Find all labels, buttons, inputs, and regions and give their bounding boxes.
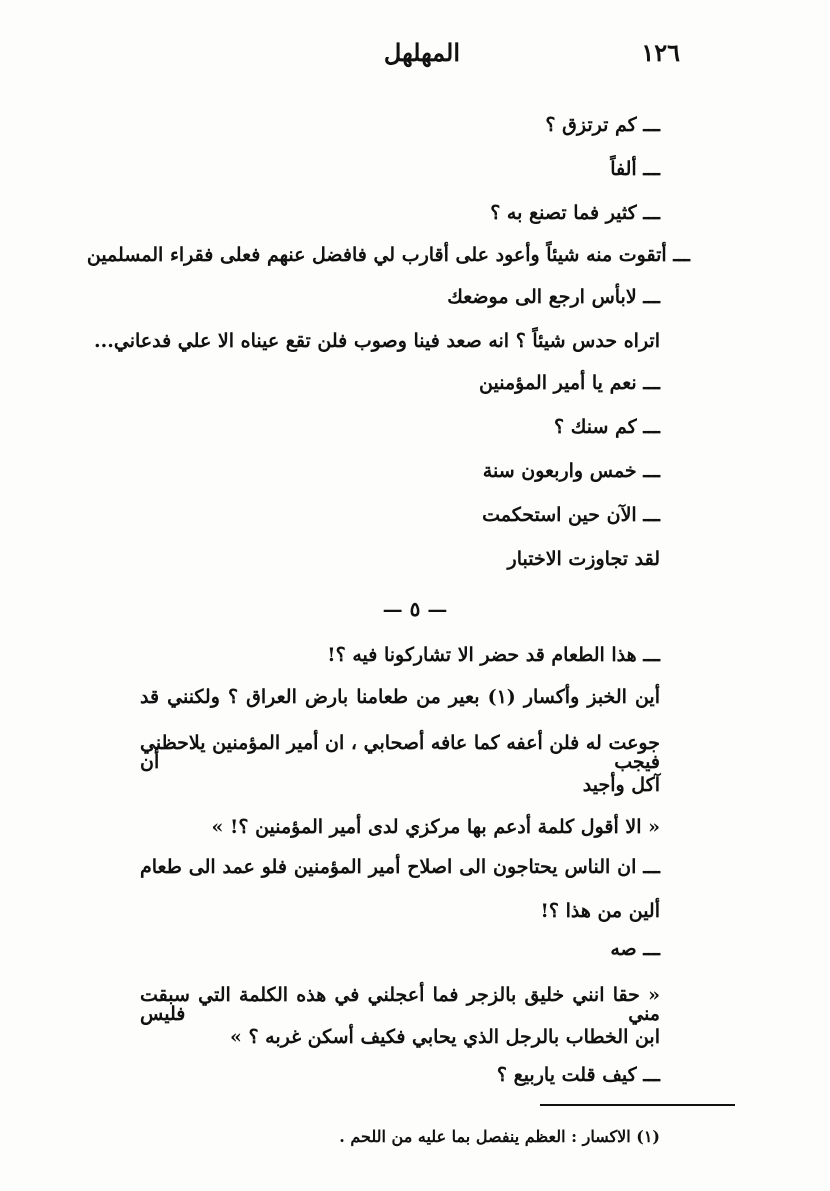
paragraph-line: أين الخبز وأكسار (١) بعير من طعامنا بارض العراق ؟ ولكنني قد [140, 686, 660, 708]
paragraph-line: ـــ صه [610, 938, 660, 960]
dialogue-line: ـــ كم ترتزق ؟ [545, 114, 660, 136]
paragraph-line: ألين من هذا ؟! [540, 900, 660, 922]
section-number: — ٥ — [382, 597, 448, 621]
dialogue-line: ـــ نعم يا أمير المؤمنين [479, 372, 660, 394]
paragraph-line: « حقا انني خليق بالزجر فما أعجلني في هذه الكلمة التي سبقت مني فليس [140, 984, 660, 1025]
text-line: اتراه حدس شيئاً ؟ انه صعد فينا وصوب فلن تقع عيناه الا علي فدعاني... [94, 330, 660, 352]
paragraph-line: آكل وأجيد [582, 774, 660, 796]
running-title: المهلهل [383, 38, 460, 67]
dialogue-line: ـــ خمس واربعون سنة [482, 460, 660, 482]
paragraph-line: ابن الخطاب بالرجل الذي يحابي فكيف أسكن غربه ؟ » [229, 1026, 660, 1048]
paragraph-line: « الا أقول كلمة أدعم بها مركزي لدى أمير المؤمنين ؟! » [211, 816, 660, 838]
dialogue-line: ـــ لابأس ارجع الى موضعك [447, 286, 660, 308]
paragraph-line: ـــ ان الناس يحتاجون الى اصلاح أمير المؤمنين فلو عمد الى طعام [140, 856, 661, 878]
dialogue-line: ـــ كم سنك ؟ [554, 416, 660, 438]
dialogue-line: ـــ أتقوت منه شيئاً وأعود على أقارب لي فافضل عنهم فعلى فقراء المسلمين [86, 244, 690, 266]
dialogue-line: ـــ ألفاً [610, 158, 660, 180]
page-number: ١٢٦ [641, 38, 680, 67]
paragraph-line: ـــ هذا الطعام قد حضر الا تشاركونا فيه ؟! [327, 644, 660, 666]
paragraph-line: جوعت له فلن أعفه كما عافه أصحابي ، ان أمير المؤمنين يلاحظني فيجب أن [140, 732, 660, 773]
text-line: لقد تجاوزت الاختبار [507, 548, 660, 570]
paragraph-line: ـــ كيف قلت ياربيع ؟ [496, 1064, 660, 1086]
footnote: (١) الاكسار : العظم ينفصل بما عليه من اللحم . [339, 1127, 660, 1146]
dialogue-line: ـــ الآن حين استحكمت [482, 504, 660, 526]
footnote-divider [540, 1104, 735, 1106]
dialogue-line: ـــ كثير فما تصنع به ؟ [490, 202, 660, 224]
